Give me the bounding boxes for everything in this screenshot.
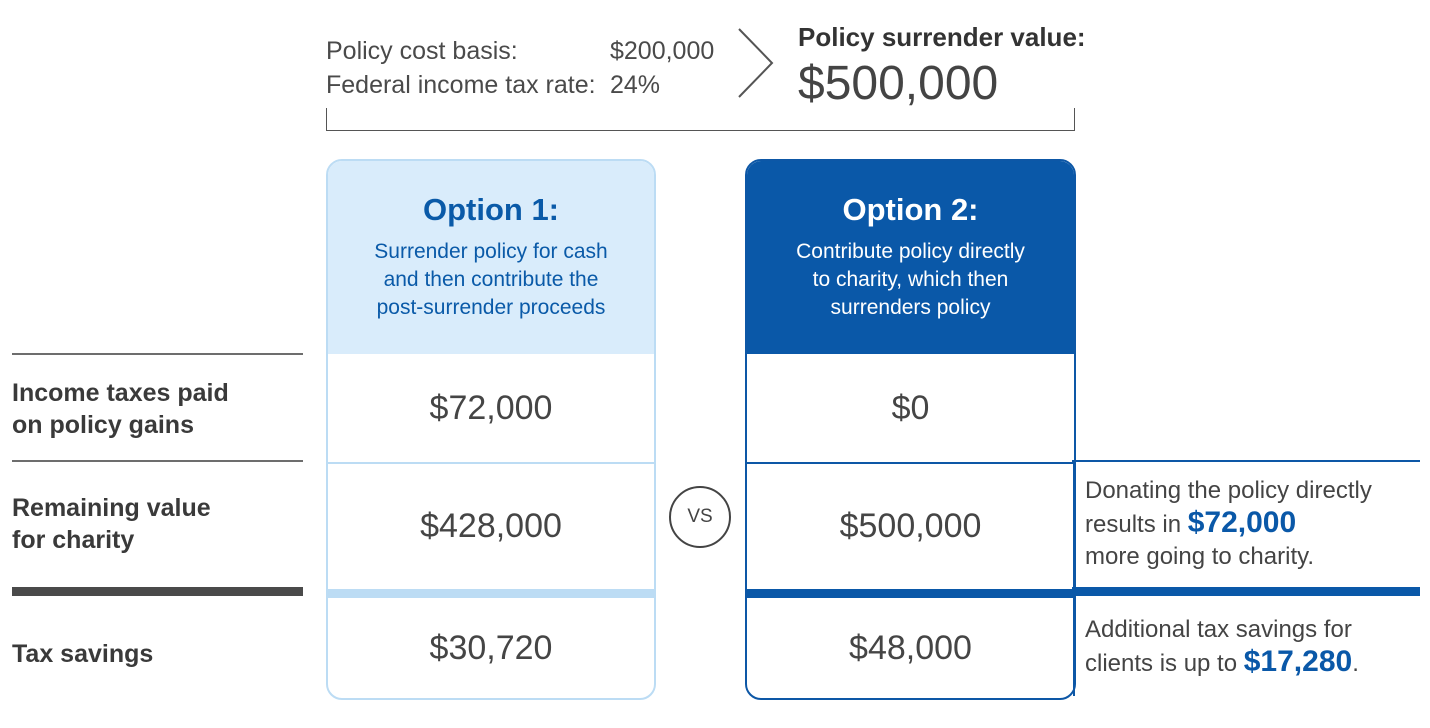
tax-rate-value: 24% bbox=[610, 71, 661, 99]
note-divider-vertical bbox=[1073, 460, 1075, 696]
option1-remaining-value: $428,000 bbox=[420, 507, 562, 545]
row-label-remaining-value: Remaining value for charity bbox=[12, 494, 211, 554]
vs-badge: VS bbox=[669, 486, 731, 548]
option1-band bbox=[328, 589, 654, 598]
option2-card bbox=[745, 159, 1076, 700]
cost-basis-value: $200,000 bbox=[610, 37, 715, 65]
row-label-tax-savings: Tax savings bbox=[12, 640, 154, 668]
tax-note-highlight: $17,280 bbox=[1243, 645, 1353, 678]
charity-note-highlight: $72,000 bbox=[1187, 506, 1297, 539]
option1-income-taxes-value: $72,000 bbox=[429, 389, 553, 427]
note-divider-top bbox=[1072, 460, 1420, 462]
option1-description: Surrender policy for cash and then contribute the post-surrender proceeds bbox=[374, 240, 608, 319]
cost-basis-label: Policy cost basis: bbox=[326, 37, 518, 65]
option2-income-taxes-value: $0 bbox=[891, 389, 930, 427]
tax-savings-note: Additional tax savings for clients is up to $17,280. bbox=[1085, 616, 1359, 678]
option1-title: Option 1: bbox=[422, 192, 560, 227]
option1-header bbox=[328, 161, 654, 354]
charity-note: Donating the policy directly results in $72,000 more going to charity. bbox=[1085, 477, 1372, 570]
option1-card bbox=[326, 159, 656, 700]
row-label-income-taxes: Income taxes paid on policy gains bbox=[12, 379, 229, 439]
option1-tax-savings-value: $30,720 bbox=[429, 628, 553, 667]
row-divider-top bbox=[12, 353, 303, 355]
option2-header bbox=[747, 161, 1074, 354]
note-band bbox=[1072, 587, 1420, 596]
chevron-right-icon bbox=[736, 26, 776, 100]
row-divider-middle bbox=[12, 460, 303, 462]
row-divider-thick bbox=[12, 587, 303, 596]
tax-rate-label: Federal income tax rate: bbox=[326, 71, 596, 99]
option2-band bbox=[747, 589, 1074, 598]
surrender-value-amount: $500,000 bbox=[798, 57, 999, 110]
option2-title: Option 2: bbox=[842, 192, 979, 227]
option2-description: Contribute policy directly to charity, which then surrenders policy bbox=[796, 240, 1025, 319]
summary-bracket bbox=[326, 108, 1075, 131]
option2-remaining-value: $500,000 bbox=[839, 507, 982, 545]
surrender-value-label: Policy surrender value: bbox=[798, 22, 1086, 52]
option2-tax-savings-value: $48,000 bbox=[849, 628, 972, 667]
